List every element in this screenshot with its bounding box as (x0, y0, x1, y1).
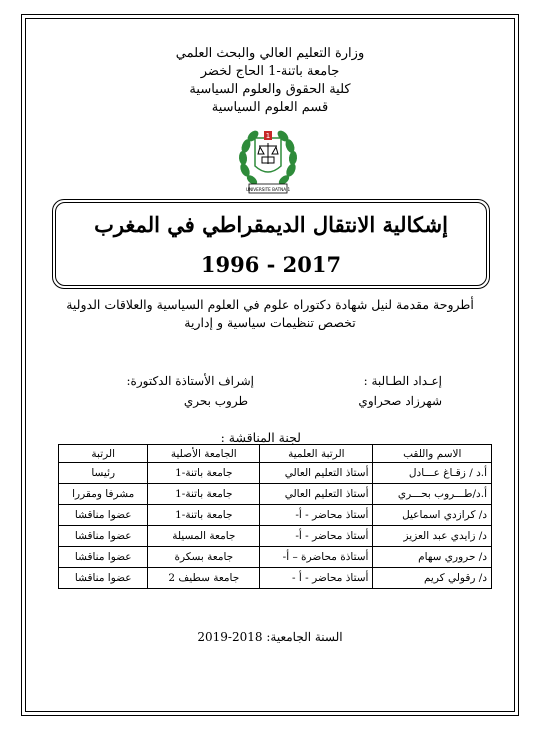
student-label: إعـداد الطـالبة : (363, 374, 442, 388)
table-row (59, 505, 492, 526)
member-rank: أستاذ محاضر - أ- (260, 526, 373, 547)
thesis-years: 1996 - 2017 (200, 252, 342, 277)
supervisor-name: طروب بحري (183, 394, 248, 408)
member-university: جامعة المسيلة (148, 526, 260, 547)
member-rank: أستاذ التعليم العالي (260, 463, 373, 484)
committee-title: لجنة المناقشة : (220, 430, 301, 445)
member-university: جامعة باتنة-1 (148, 484, 260, 505)
university-emblem-icon (235, 126, 301, 196)
university-name: جامعة باتنة-1 الحاج لخضر (200, 64, 340, 79)
member-role: عضوا مناقشا (59, 547, 148, 568)
student-name: شهرزاد صحراوي (358, 394, 442, 408)
thesis-specialty-line: تخصص تنظيمات سياسية و إدارية (184, 315, 356, 330)
header-university: الجامعة الأصلية (148, 445, 260, 463)
supervisor-label: إشراف الأستاذة الدكتورة: (126, 374, 254, 388)
department-name: قسم العلوم السياسية (211, 100, 329, 115)
table-row (59, 547, 492, 568)
table-row (59, 568, 492, 589)
member-university: جامعة باتنة-1 (148, 463, 260, 484)
member-role: عضوا مناقشا (59, 505, 148, 526)
table-row (59, 526, 492, 547)
member-rank: أستاذ التعليم العالي (260, 484, 373, 505)
committee-body (59, 463, 492, 589)
member-name: د/ حروري سهام (373, 547, 492, 568)
header-name: الاسم واللقب (373, 445, 492, 463)
member-name: د/ زايدي عبد العزيز (373, 526, 492, 547)
member-university: جامعة باتنة-1 (148, 505, 260, 526)
member-role: عضوا مناقشا (59, 526, 148, 547)
header-rank: الرتبة العلمية (260, 445, 373, 463)
member-name: د/ كرازدي اسماعيل (373, 505, 492, 526)
academic-year: السنة الجامعية: 2018-2019 (197, 630, 343, 644)
member-rank: أستاذة محاضرة – أ- (260, 547, 373, 568)
member-university: جامعة سطيف 2 (148, 568, 260, 589)
committee-table (58, 444, 492, 589)
member-name: د/ رقولي كريم (373, 568, 492, 589)
ministry-name: وزارة التعليم العالي والبحث العلمي (175, 46, 365, 61)
member-name: أ.د / زقـاغ عـــادل (373, 463, 492, 484)
faculty-name: كلية الحقوق والعلوم السياسية (189, 82, 351, 97)
svg-text:1: 1 (265, 132, 271, 140)
member-role: رئيسا (59, 463, 148, 484)
member-role: عضوا مناقشا (59, 568, 148, 589)
table-row (59, 484, 492, 505)
thesis-title: إشكالية الانتقال الديمقراطي في المغرب (94, 212, 448, 237)
member-rank: أستاذ محاضر - أ - (260, 568, 373, 589)
member-rank: أستاذ محاضر - أ- (260, 505, 373, 526)
member-university: جامعة بسكرة (148, 547, 260, 568)
page-border-inner (25, 18, 515, 712)
header-role: الرتبة (59, 445, 148, 463)
member-role: مشرفا ومقررا (59, 484, 148, 505)
table-row (59, 463, 492, 484)
committee-header-row (59, 445, 492, 463)
svg-text:UNIVERSITE BATNA 1: UNIVERSITE BATNA 1 (245, 187, 291, 192)
member-name: أ.د/طـــروب بحـــري (373, 484, 492, 505)
thesis-degree-line: أطروحة مقدمة لنيل شهادة دكتوراه علوم في العلوم السياسية والعلاقات الدولية (66, 297, 474, 312)
